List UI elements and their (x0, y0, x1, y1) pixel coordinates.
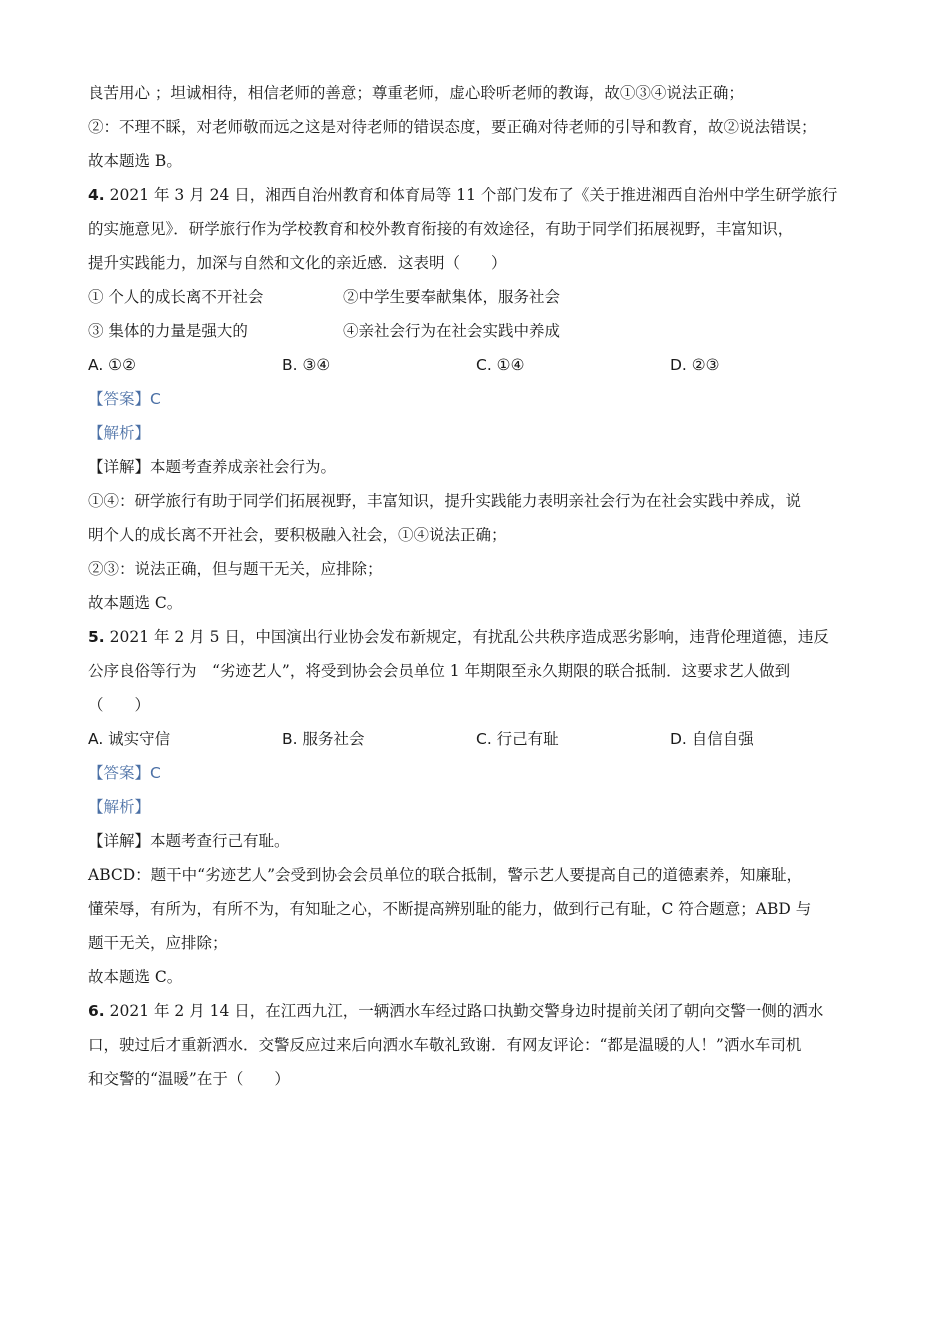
q4-stem: 提升实践能力，加深与自然和文化的亲近感．这表明（ ） (88, 254, 507, 272)
q4-analysis-label: 【解析】 (88, 424, 151, 442)
q5-stem: 5. 2021 年 2 月 5 日，中国演出行业协会发布新规定，有扰乱公共秩序造成恶劣影响，违背伦理道德，违反 (88, 628, 829, 646)
q4-explanation-line: 明个人的成长离不开社会，要积极融入社会，①④说法正确； (88, 526, 507, 544)
q5-stem: （ ） (88, 696, 151, 714)
q5-detail: 【详解】本题考查行己有耻。 (88, 832, 290, 850)
q5-option-a: A. 诚实守信 (88, 730, 171, 748)
q4-option-b: B. ③④ (282, 356, 331, 374)
q4-explanation-line: ②③：说法正确，但与题干无关，应排除； (88, 560, 383, 578)
q4-option-a: A. ①② (88, 356, 136, 374)
q5-option-c: C. 行己有耻 (476, 730, 559, 748)
q3-conclusion: 故本题选 B。 (88, 152, 182, 170)
q4-item: ③ 集体的力量是强大的 (88, 322, 248, 340)
q4-item: ① 个人的成长离不开社会 (88, 288, 264, 306)
q4-answer: 【答案】C (88, 390, 161, 408)
q4-conclusion: 故本题选 C。 (88, 594, 183, 612)
document-page (88, 76, 870, 1096)
q4-options (88, 348, 870, 382)
q4-option-d: D. ②③ (670, 356, 720, 374)
q5-number: 5. (88, 628, 105, 646)
q3-explanation-line: 良苦用心 ；坦诚相待，相信老师的善意；尊重老师，虚心聆听老师的教诲，故①③④说法正确； (88, 84, 744, 102)
q5-analysis-label: 【解析】 (88, 798, 151, 816)
q4-number: 4. (88, 186, 105, 204)
q6-number: 6. (88, 1002, 105, 1020)
q6-stem: 6. 2021 年 2 月 14 日，在江西九江，一辆洒水车经过路口执勤交警身边时提前关闭了朝向交警一侧的洒水 (88, 1002, 824, 1020)
q6-stem: 和交警的“温暖”在于（ ） (88, 1070, 290, 1088)
q4-items-row (88, 280, 870, 314)
q5-option-b: B. 服务社会 (282, 730, 365, 748)
q5-stem: 公序良俗等行为 “劣迹艺人”，将受到协会会员单位 1 年期限至永久期限的联合抵制．这要求艺人做到 (88, 662, 791, 680)
q6-stem: 口，驶过后才重新洒水．交警反应过来后向洒水车敬礼致谢．有网友评论：“都是温暖的人！”洒水车司机 (88, 1036, 802, 1054)
q5-explanation-line: 题干无关，应排除； (88, 934, 228, 952)
q3-explanation-line: ②：不理不睬，对老师敬而远之这是对待老师的错误态度，要正确对待老师的引导和教育，故②说法错误； (88, 118, 817, 136)
q5-answer: 【答案】C (88, 764, 161, 782)
q5-explanation-line: 懂荣辱，有所为，有所不为，有知耻之心，不断提高辨别耻的能力，做到行己有耻，C 符合题意；ABD 与 (88, 900, 812, 918)
q4-item: ④亲社会行为在社会实践中养成 (343, 322, 561, 340)
q4-stem: 的实施意见》．研学旅行作为学校教育和校外教育衔接的有效途径，有助于同学们拓展视野，丰富知识， (88, 220, 794, 238)
q4-items-row (88, 314, 870, 348)
q4-detail: 【详解】本题考查养成亲社会行为。 (88, 458, 337, 476)
q5-option-d: D. 自信自强 (670, 730, 754, 748)
q4-option-c: C. ①④ (476, 356, 525, 374)
q5-options (88, 722, 870, 756)
q5-conclusion: 故本题选 C。 (88, 968, 183, 986)
q4-stem: 4. 2021 年 3 月 24 日，湘西自治州教育和体育局等 11 个部门发布了《关于推进湘西自治州中学生研学旅行 (88, 186, 838, 204)
q5-explanation-line: ABCD：题干中“劣迹艺人”会受到协会会员单位的联合抵制，警示艺人要提高自己的道德素养，知廉耻， (88, 866, 803, 884)
q4-explanation-line: ①④：研学旅行有助于同学们拓展视野，丰富知识，提升实践能力表明亲社会行为在社会实践中养成，说 (88, 492, 802, 510)
q4-item: ②中学生要奉献集体，服务社会 (343, 288, 561, 306)
